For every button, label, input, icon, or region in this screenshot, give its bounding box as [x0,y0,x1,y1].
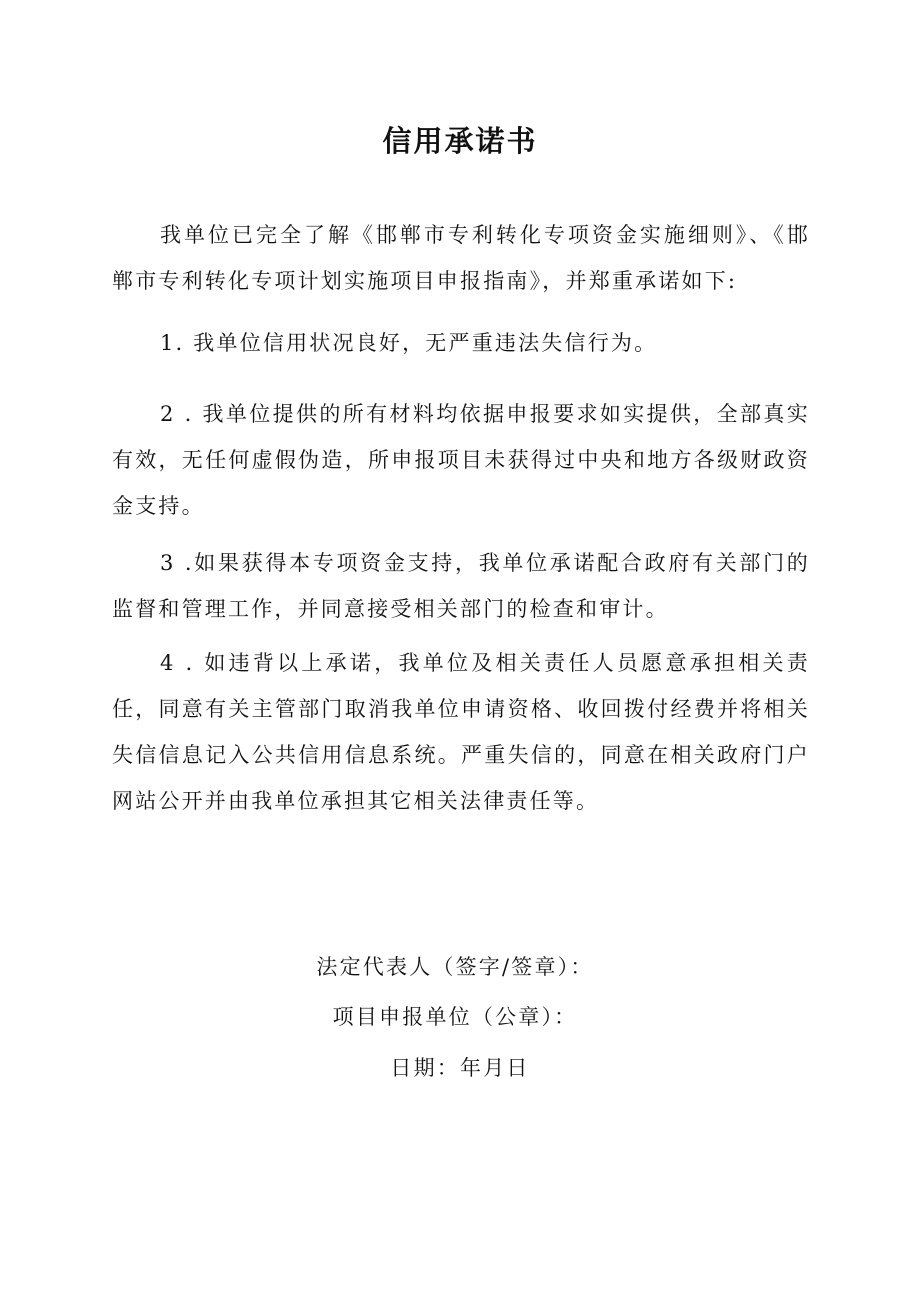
document-title: 信用承诺书 [382,124,538,158]
commitment-item-2: 2 . 我单位提供的所有材料均依据申报要求如实提供，全部真实有效，无任何虚假伪造，所申报项目未获得过中央和地方各级财政资金支持。 [112,402,810,518]
legal-representative-signature-line: 法定代表人（签字/签章）： [316,955,594,979]
date-line: 日期：年月日 [390,1056,530,1080]
commitment-item-4: 4 . 如违背以上承诺，我单位及相关责任人员愿意承担相关责任，同意有关主管部门取消我单位申请资格、收回拨付经费并将相关失信信息记入公共信用信息系统。严重失信的，同意在相关政府门户网站公开并由我单位承担其它相关法律责任等。 [112,651,810,813]
commitment-item-1: 1. 我单位信用状况良好，无严重违法失信行为。 [160,331,658,355]
applicant-unit-seal-line: 项目申报单位（公章）： [332,1005,578,1029]
intro-paragraph: 我单位已完全了解《邯郸市专利转化专项资金实施细则》、《邯郸市专利转化专项计划实施项目申报指南》，并郑重承诺如下: [112,223,810,293]
commitment-item-3: 3 .如果获得本专项资金支持，我单位承诺配合政府有关部门的监督和管理工作，并同意接受相关部门的检查和审计。 [112,551,810,621]
